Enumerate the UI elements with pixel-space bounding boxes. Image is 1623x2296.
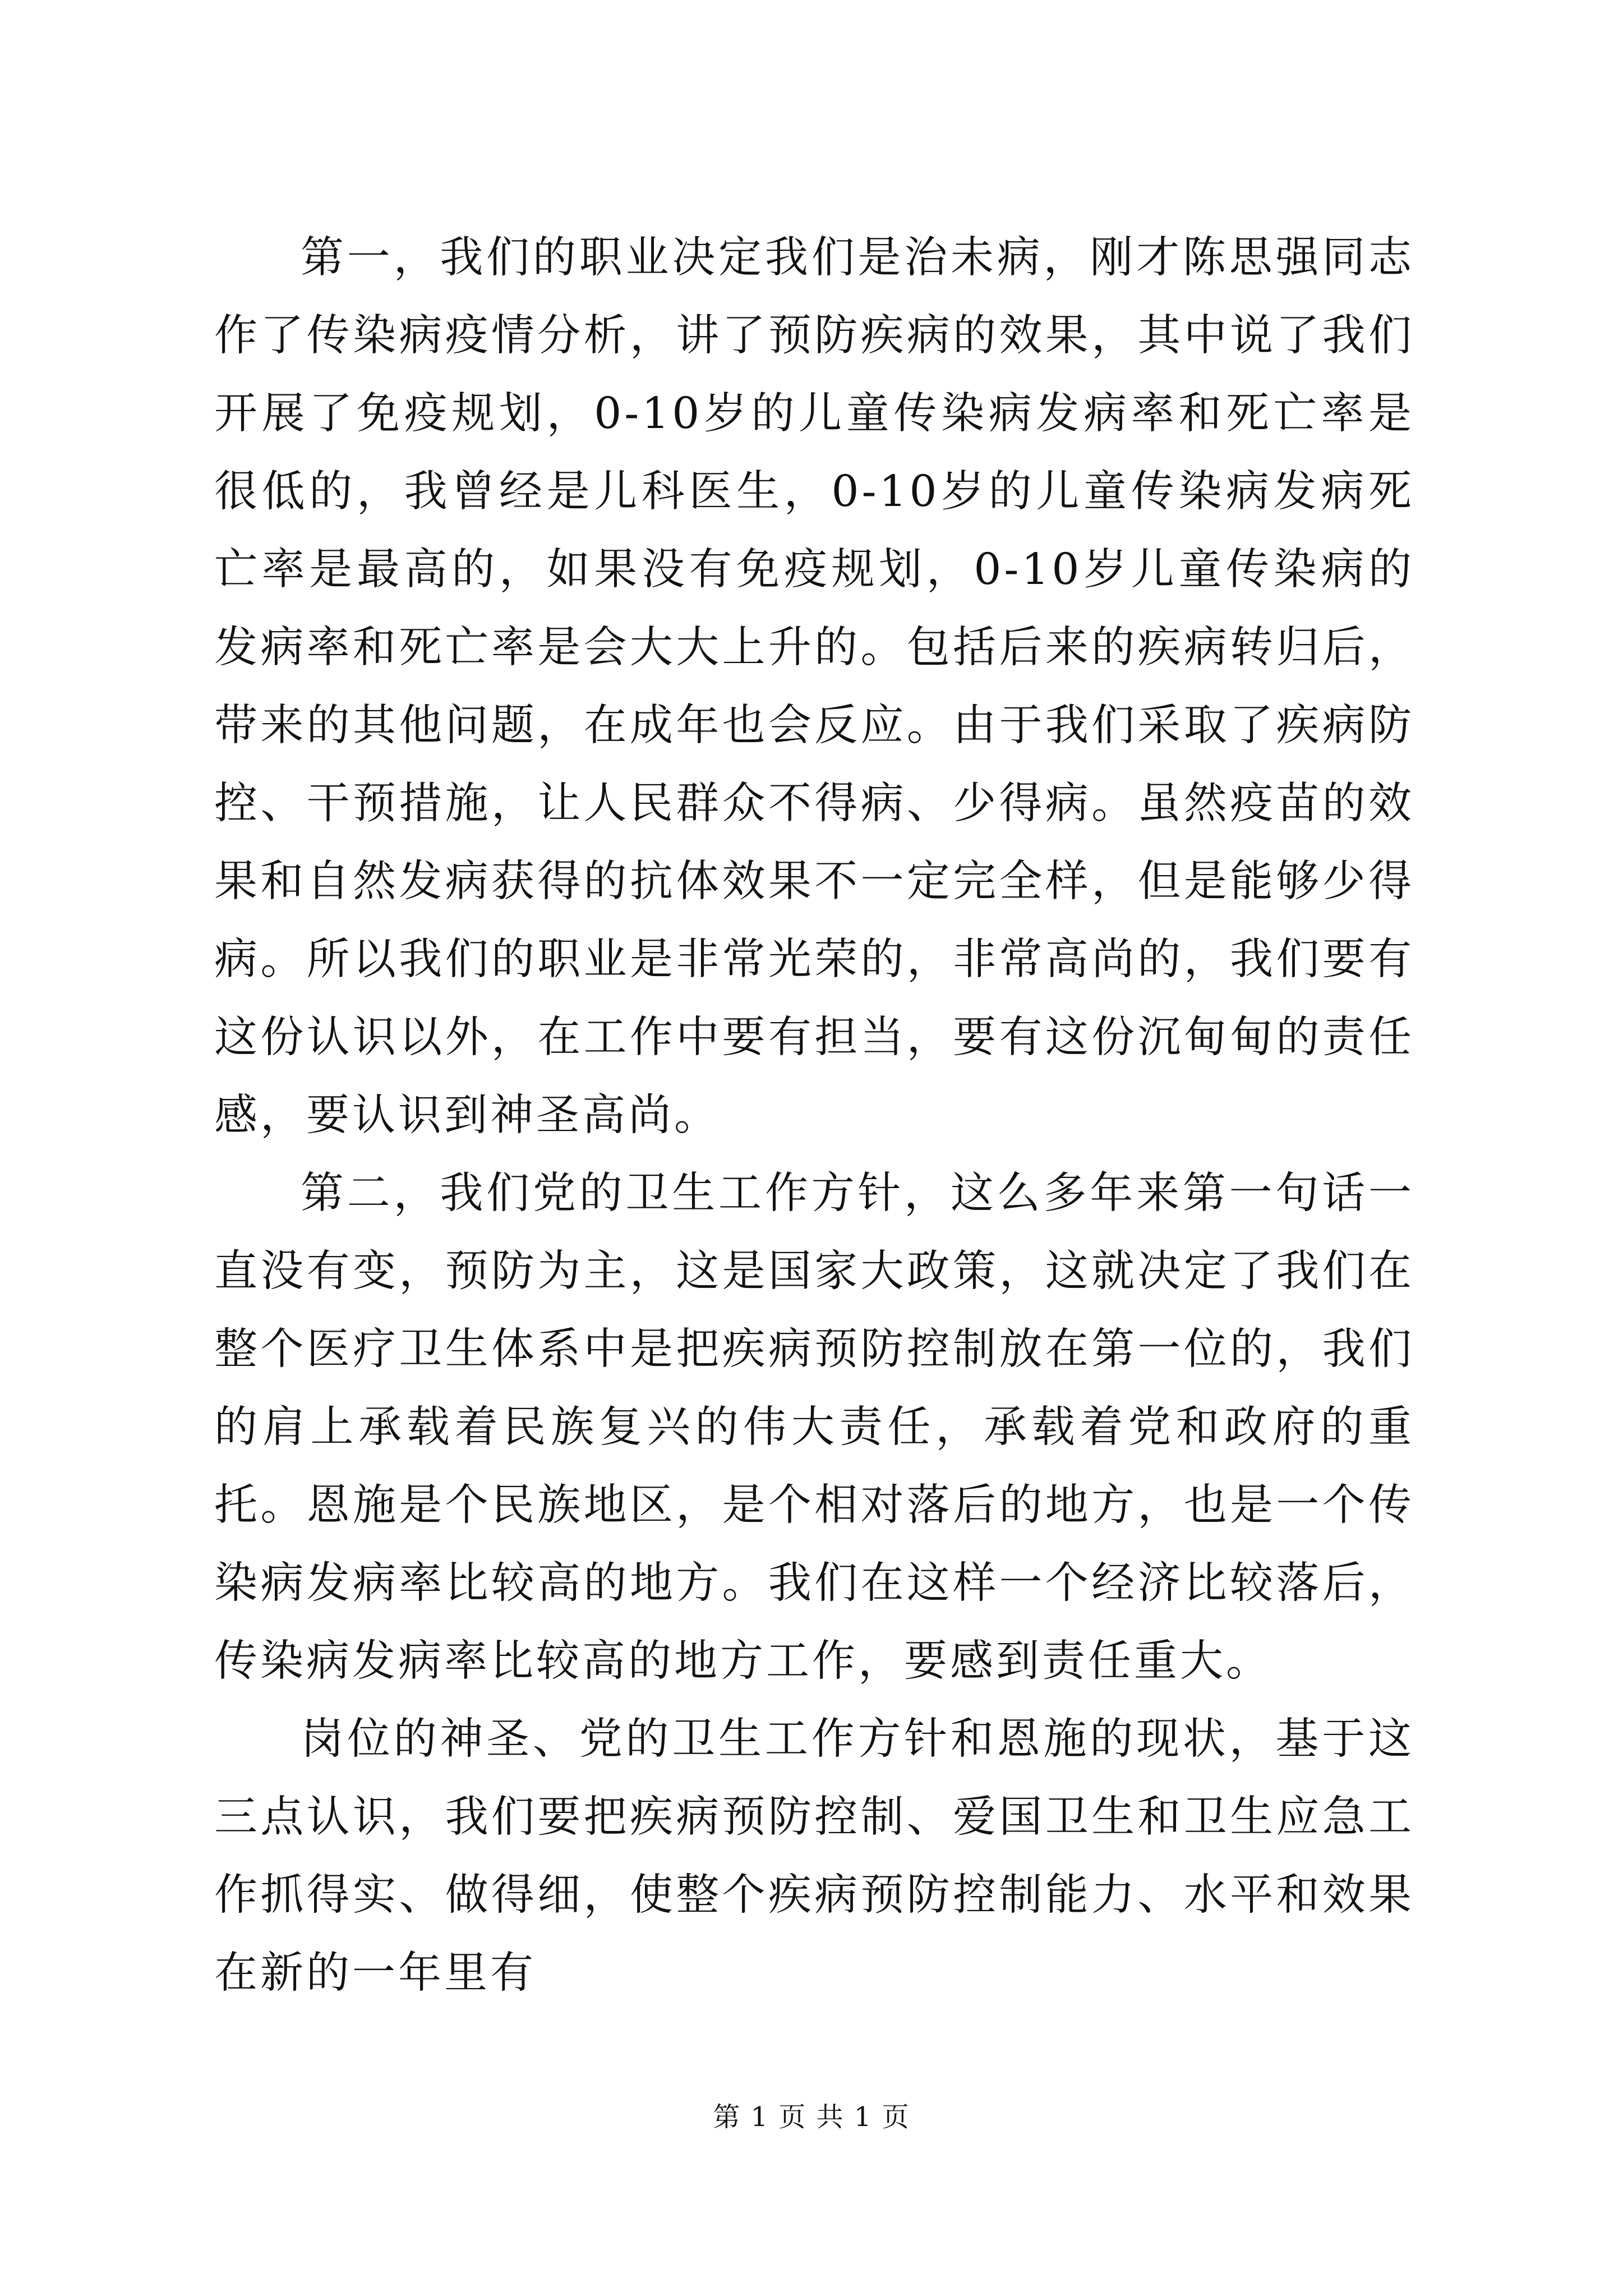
paragraph-3: 岗位的神圣、党的卫生工作方针和恩施的现状，基于这三点认识，我们要把疾病预防控制、爱国卫生和卫生应急工作抓得实、做得细，使整个疾病预防控制能力、水平和效果在新的一年里有 (214, 1714, 1414, 1998)
paragraph-2: 第二，我们党的卫生工作方针，这么多年来第一句话一直没有变，预防为主，这是国家大政策，这就决定了我们在整个医疗卫生体系中是把疾病预防控制放在第一位的，我们的肩上承载着民族复兴的伟大责任，承载着党和政府的重托。恩施是个民族地区，是个相对落后的地方，也是一个传染病发病率比较高的地方。我们在这样一个经济比较落后，传染病发病率比较高的地方工作，要感到责任重大。 (214, 1168, 1414, 1686)
document-body (214, 219, 1414, 2012)
page-footer: 第 1 页 共 1 页 (713, 2101, 910, 2133)
paragraph-1: 第一，我们的职业决定我们是治未病，刚才陈思强同志作了传染病疫情分析，讲了预防疾病的效果，其中说了我们开展了免疫规划，0-10岁的儿童传染病发病率和死亡率是很低的，我曾经是儿科医生，0-10岁的儿童传染病发病死亡率是最高的，如果没有免疫规划，0-10岁儿童传染病的发病率和死亡率是会大大上升的。包括后来的疾病转归后，带来的其他问题，在成年也会反应。由于我们采取了疾病防控、干预措施，让人民群众不得病、少得病。虽然疫苗的效果和自然发病获得的抗体效果不一定完全样，但是能够少得病。所以我们的职业是非常光荣的，非常高尚的，我们要有这份认识以外，在工作中要有担当，要有这份沉甸甸的责任感，要认识到神圣高尚。 (214, 233, 1414, 1140)
